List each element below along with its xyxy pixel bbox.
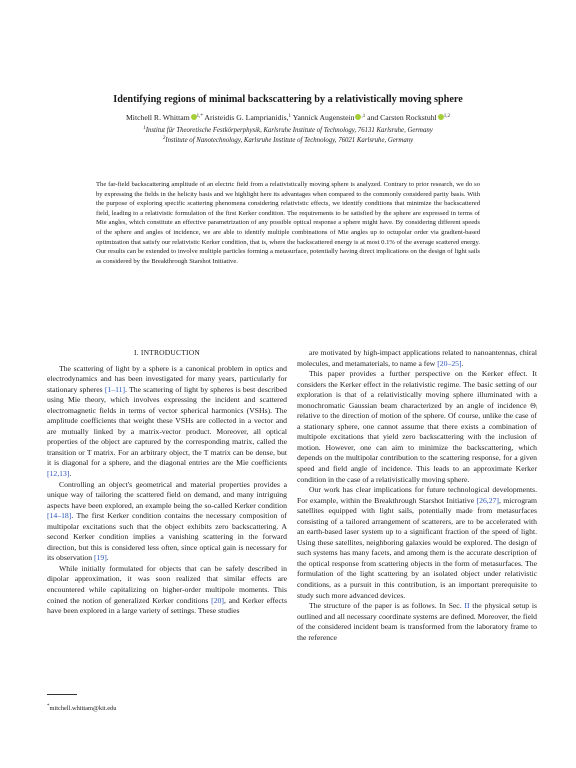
paragraph: The scattering of light by a sphere is a canonical problem in optics and electrodynamics and has been investigated for many years, particularly for stationary spheres [1–11]. The scattering of light by spheres is best described using Mie theory, which involves expressing the incident and scattered electromagnetic fields in terms of vector spherical harmonics (VSHs). The amplitude coefficients that weight these VSHs are collected in a vector and are mutually linked by a matrix-vector product. Moreover, all optical properties of the object are captured by the corresponding matrix, called the transition or T matrix. For an arbitrary object, the T matrix can be dense, but it is diagonal for a sphere, and the diagonal entries are the Mie coefficients [12,13]. <box>47 363 287 479</box>
citation-link[interactable]: [1–11] <box>104 384 126 394</box>
author-affiliation-mark: 1,2 <box>443 114 451 119</box>
citation-link[interactable]: [19] <box>93 553 107 563</box>
affiliation-1 <box>30 126 546 135</box>
section-heading: I. INTRODUCTION <box>134 348 200 357</box>
footnote-rule <box>47 694 77 695</box>
footnote-mark: * <box>47 704 50 709</box>
author-affiliation-mark: 1,* <box>196 114 203 119</box>
author-list <box>30 113 546 123</box>
paragraph: Our work has clear implications for future technological developments. For example, within the Breakthrough Starshot Initiative [26,27], microgram satellites equipped with light sails, potentially made from metasurfaces consisting of a tailored arrangement of scatterers, are to be accelerated with an earth-based laser system up to a significant fraction of the speed of light. Using these satellites, neighboring galaxies would be explored. The design of such systems has many facets, and among them is the accurate description of the optical response from scattering objects in the form of metasurfaces. The formulation of the light scattering by an isolated object under relativistic conditions, as a pursuit in this contribution, is an important prerequisite to study such more advanced devices. <box>297 485 537 600</box>
paper-title: Identifying regions of minimal backscattering by a relativistically moving sphere <box>113 94 463 105</box>
citation-link[interactable]: [12,13] <box>47 469 70 479</box>
paragraph: The structure of the paper is as follows. In Sec. II the physical setup is outlined and all necessary coordinate systems are defined. Moreover, the field of the considered incident beam is transformed from the laboratory frame to the reference <box>297 601 537 642</box>
author-name: Aristeidis G. Lamprianidis, <box>204 113 289 122</box>
affiliation-2 <box>30 136 546 145</box>
author-affiliation-mark: 1 <box>288 114 292 119</box>
author-name: Yannick Augenstein <box>292 113 355 122</box>
right-column <box>297 348 537 643</box>
citation-link[interactable]: [14–18] <box>47 511 72 521</box>
affiliation-text: Institute of Nanotechnology, Karlsruhe Institute of Technology, 76021 Karlsruhe, Germany <box>165 137 414 144</box>
left-column-body <box>47 364 287 617</box>
footnote <box>47 705 116 713</box>
paragraph: While initially formulated for objects that can be safely described in dipolar approximation, it was soon realized that similar effects are encountered while capitalizing on higher-order multipole moments. This coined the notion of generalized Kerker conditions [20], and Kerker effects have been explored in a large variety of settings. These studies <box>47 563 287 616</box>
affiliation-number: 2 <box>162 136 166 141</box>
affiliation-text: Institut für Theoretische Festkörperphysik, Karlsruhe Institute of Technology, 76131 Karlsruhe, Germany <box>145 127 433 134</box>
citation-link[interactable]: [20–25] <box>437 358 462 368</box>
author-affiliation-mark: ,1 <box>361 114 366 119</box>
author-name: Mitchell R. Whittam <box>125 113 190 122</box>
citation-link[interactable]: II <box>464 601 470 611</box>
affiliation-number: 1 <box>143 126 146 131</box>
footnote-email: mitchell.whittam@kit.edu <box>49 705 117 712</box>
author-name: and Carsten Rockstuhl <box>367 113 437 122</box>
abstract: The far-field backscattering amplitude of an electric field from a relativistically moving sphere is analyzed. Contrary to prior research, we do so by expressing the fields in the helicity basis and we highlight here its advantages when compared to the commonly considered parity basis. With the purpose of exploring specific scattering phenomena considering relativistic effects, we identify conditions that minimize the backscattered field, leading to a relativistic formulation of the first Kerker condition. The requirements to be satisfied by the sphere are expressed in terms of Mie angles, which constitute an effective parametrization of any possible optical response a sphere might have. By considering different speeds of the sphere and angles of incidence, we are able to identify multiple combinations of Mie angles up to octupolar order via gradient-based optimization that satisfy our relativistic Kerker condition, that is, where the backscattered energy is at most 0.1% of the average scattered energy. Our results can be extended to involve multiple particles forming a metasurface, potentially having direct implications on the design of light sails as considered by the Breakthrough Starshot Initiative. <box>96 181 480 265</box>
citation-link[interactable]: [20] <box>211 595 224 605</box>
right-column-body <box>297 348 537 643</box>
paragraph: Controlling an object's geometrical and material properties provides a unique way of tailoring the scattered field on demand, and many intriguing aspects have been explored, an example being the so-called Kerker condition [14–18]. The first Kerker condition contains the necessary composition of multipolar excitations such that the object exhibits zero backscattering. A second Kerker condition implies a vanishing scattering in the forward direction, but this is considered less often, since optical gain is necessary for its observation [19]. <box>47 479 287 563</box>
paragraph: are motivated by high-impact applications related to nanoantennas, chiral molecules, and metamaterials, to name a few [20–25]. <box>297 348 537 368</box>
citation-link[interactable]: [26,27] <box>476 495 499 505</box>
left-column <box>47 348 287 617</box>
paragraph: This paper provides a further perspective on the Kerker effect. It considers the Kerker effect in the relativistic regime. The basic setting of our exploration is that of a relativistically moving sphere illuminated with a monochromatic Gaussian beam characterized by an angle of incidence Θᵢ relative to the direction of motion of the sphere. Of course, unlike the case of a stationary sphere, one cannot assume that there exists a combination of multipole excitations that yield zero backscattering with the inclusion of motion. However, one can aim to minimize the backscattering, which depends on the multipolar contribution to the scattering response, for a given speed and field angle of incidence. This leads to an approximate Kerker condition in the case of a relativistically moving sphere. <box>297 369 537 484</box>
